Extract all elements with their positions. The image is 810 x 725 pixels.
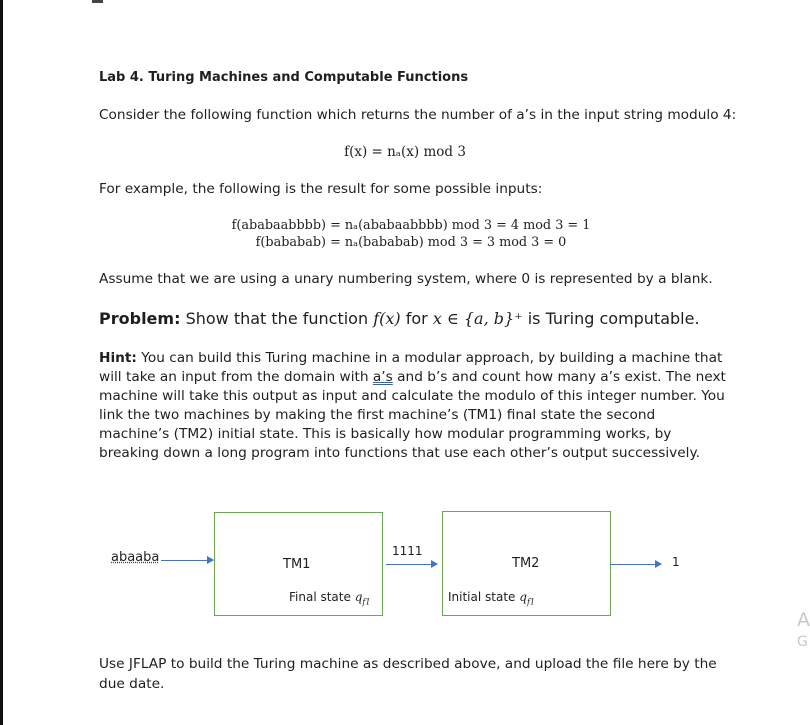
example-equation-2: f(bababab) = nₐ(bababab) mod 3 = 3 mod 3 = 0 <box>255 235 567 250</box>
assumption-paragraph: Assume that we are using a unary numbering system, where 0 is represented by a blank. <box>99 271 713 287</box>
tm2-state-text: Initial state <box>448 590 516 604</box>
edge-char-top: A <box>797 609 810 631</box>
intermediate-value: 1111 <box>392 544 423 558</box>
hint-underlined-word: a’s <box>372 369 393 385</box>
problem-text-2: for <box>405 309 428 328</box>
intro-paragraph: Consider the following function which returns the number of a’s in the input string modulo 4: <box>99 107 737 123</box>
edge-char-bottom: G <box>797 634 808 650</box>
tm1-state <box>289 590 370 606</box>
example-equation-1: f(ababaabbbb) = nₐ(ababaabbbb) mod 3 = 4 mod 3 = 1 <box>231 218 591 233</box>
tm2-label: TM2 <box>512 556 540 571</box>
tm1-box <box>214 512 383 616</box>
window-edge <box>0 0 3 725</box>
output-arrow-icon <box>610 564 661 565</box>
input-arrow-icon <box>161 560 213 561</box>
page-title: Lab 4. Turing Machines and Computable Functions <box>99 70 469 85</box>
tm1-label: TM1 <box>283 557 311 572</box>
tm2-state-symbol: $q_{f1}$ <box>519 590 535 607</box>
tm1-state-text: Final state <box>289 590 351 604</box>
problem-domain: x ∈ {a, b}⁺ <box>432 309 523 328</box>
hint-part-1: You can build this Turing machine in a modular approach, by building a machine that will take an input from the domain with <box>99 350 723 385</box>
problem-statement <box>99 309 700 328</box>
hint-part-2: and b’s and count how many a’s exist. The next machine will take this output as input and calculate the modulo of this integer number. You link the two machines by making the first machine’s (TM1) final state the second machine’s (TM2) initial state. This is basically how modular programming works, by breaking down a long program into functions that use each other’s output successively. <box>99 369 726 461</box>
hint-paragraph <box>99 349 729 463</box>
tm2-box <box>442 511 611 616</box>
hint-label: Hint: <box>99 350 137 366</box>
top-marker <box>92 0 103 3</box>
closing-paragraph: Use JFLAP to build the Turing machine as described above, and upload the file here by the due date. <box>99 656 717 692</box>
link-arrow-icon <box>386 564 437 565</box>
diagram-input-string: abaaba <box>111 550 160 565</box>
diagram-output: 1 <box>672 555 680 569</box>
problem-text-1: Show that the function <box>185 309 369 328</box>
tm1-state-symbol: $q_{f1}$ <box>354 590 371 607</box>
problem-label: Problem: <box>99 309 181 328</box>
problem-text-3: is Turing computable. <box>527 309 700 328</box>
problem-fx: f(x) <box>373 309 401 328</box>
example-intro: For example, the following is the result for some possible inputs: <box>99 181 543 197</box>
function-formula: f(x) = nₐ(x) mod 3 <box>344 144 466 160</box>
tm2-state <box>448 590 535 606</box>
